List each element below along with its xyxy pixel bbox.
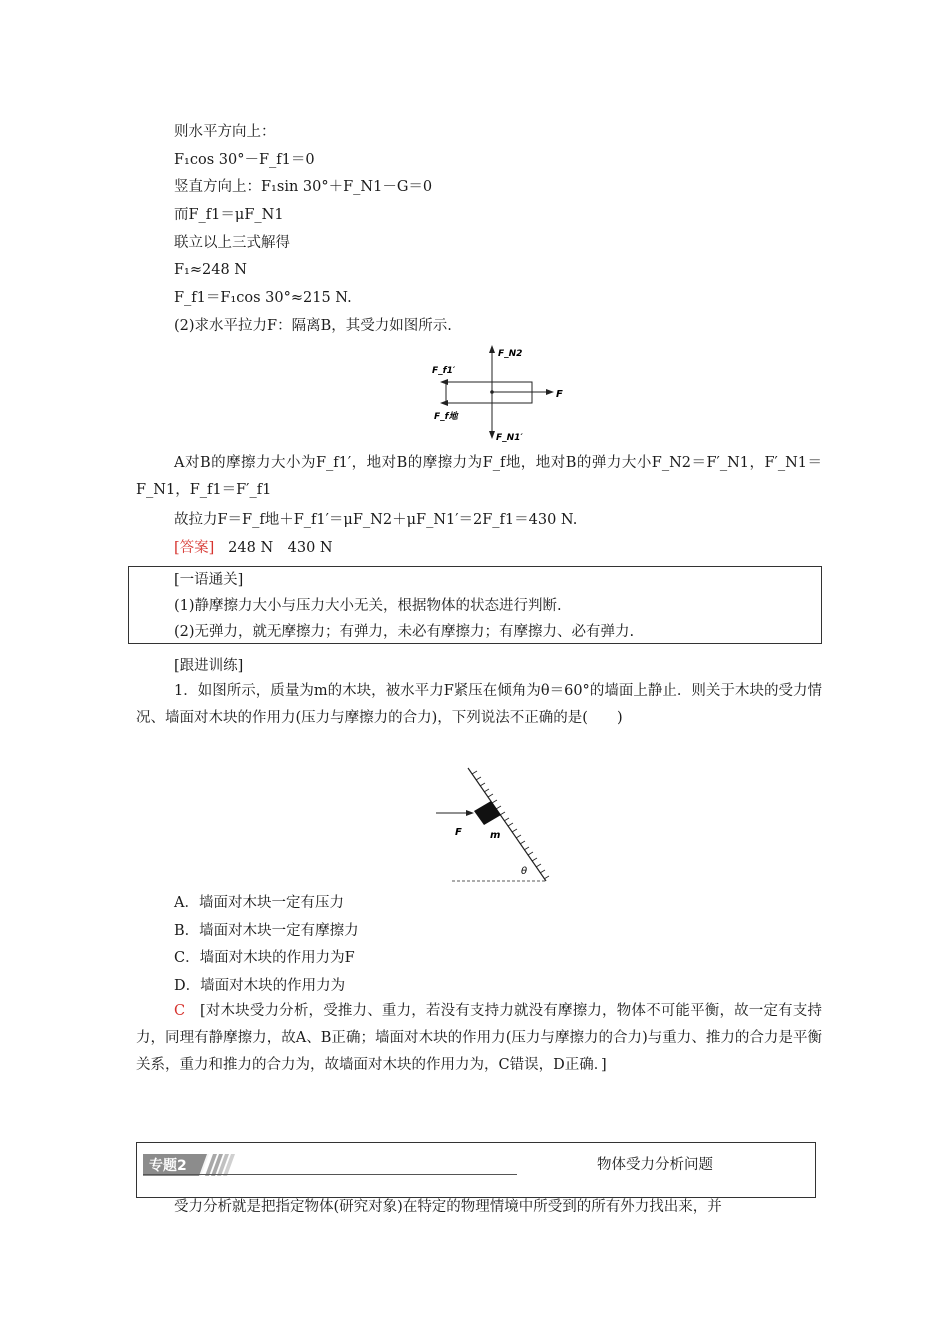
label-f: F bbox=[556, 389, 563, 400]
solution-line-2: F₁cos 30°－F_f1＝0 bbox=[174, 152, 315, 168]
option-b: B．墙面对木块一定有摩擦力 bbox=[174, 923, 359, 939]
solution-line-8: (2)求水平拉力F：隔离B，其受力如图所示. bbox=[174, 318, 452, 334]
answer-value: 248 N 430 N bbox=[228, 540, 333, 556]
label-ffdi: F_f地 bbox=[434, 412, 458, 422]
label-theta: θ bbox=[521, 866, 528, 877]
intro-paragraph: 受力分析就是把指定物体(研究对象)在特定的物理情境中所受到的所有外力找出来，并 bbox=[174, 1199, 722, 1215]
label-fn2: F_N2 bbox=[498, 349, 523, 359]
label-fn1-prime: F_N1′ bbox=[496, 433, 523, 443]
option-d: D．墙面对木块的作用力为 bbox=[174, 978, 346, 994]
answer-tag: [答案] bbox=[174, 540, 215, 556]
summary-point-1: (1)静摩擦力大小与压力大小无关，根据物体的状态进行判断. bbox=[174, 598, 562, 614]
wooden-block bbox=[474, 801, 501, 825]
answer-line bbox=[174, 538, 333, 558]
practice-heading: [跟进训练] bbox=[174, 658, 244, 674]
option-a: A．墙面对木块一定有压力 bbox=[174, 895, 344, 911]
force-result-line: 故拉力F＝F_f地＋F_f1′＝μF_N2＋μF_N1′＝2F_f1＝430 N. bbox=[174, 512, 578, 528]
solution-line-3: 竖直方向上：F₁sin 30°＋F_N1－G＝0 bbox=[174, 179, 433, 195]
summary-heading: [一语通关] bbox=[174, 572, 244, 588]
question-text: 1．如图所示，质量为m的木块，被水平力F紧压在倾角为θ＝60°的墙面上静止．则关于木块的受力情况、墙面对木块的作用力(压力与摩擦力的合力)，下列说法不正确的是( ) bbox=[136, 683, 822, 726]
summary-point-2: (2)无弹力，就无摩擦力；有弹力，未必有摩擦力；有摩擦力、必有弹力. bbox=[174, 624, 635, 640]
topic-title: 物体受力分析问题 bbox=[597, 1157, 713, 1173]
solution-line-6: F₁≈248 N bbox=[174, 262, 247, 278]
solution-line-1: 则水平方向上： bbox=[174, 124, 276, 140]
solution-line-7: F_f1＝F₁cos 30°≈215 N. bbox=[174, 290, 352, 306]
topic-rule bbox=[143, 1174, 517, 1175]
topic-tag: 专题2 bbox=[149, 1158, 187, 1174]
solution-answer: C bbox=[174, 1003, 186, 1019]
solution-line-5: 联立以上三式解得 bbox=[174, 235, 290, 251]
label-force-f: F bbox=[455, 827, 462, 838]
solution-explanation bbox=[136, 998, 822, 1079]
label-mass-m: m bbox=[490, 830, 501, 841]
option-c: C．墙面对木块的作用力为F bbox=[174, 950, 355, 966]
summary-box bbox=[128, 566, 822, 644]
inclined-wall-diagram bbox=[432, 764, 556, 886]
solution-line-4: 而F_f1＝μF_N1 bbox=[174, 207, 284, 223]
label-ff1-prime: F_f1′ bbox=[432, 366, 456, 376]
wall-hatching bbox=[472, 771, 549, 879]
solution-text: [对木块受力分析，受推力、重力，若没有支持力就没有摩擦力，物体不可能平衡，故一定有支持力，同理有静摩擦力，故A、B正确；墙面对木块的作用力(压力与摩擦力的合力)与重力、推力的合力是平衡关系，重力和推力的合力为，故墙面对木块的作用力为，C错误，D正确．] bbox=[136, 1003, 823, 1073]
topic-tag-badge bbox=[143, 1154, 243, 1176]
force-diagram-b bbox=[420, 342, 570, 444]
analysis-paragraph: A对B的摩擦力大小为F_f1′，地对B的摩擦力为F_f地，地对B的弹力大小F_N2＝F′_N1，F′_N1＝F_N1，F_f1＝F′_f1 bbox=[136, 455, 822, 498]
topic-header bbox=[136, 1142, 816, 1198]
